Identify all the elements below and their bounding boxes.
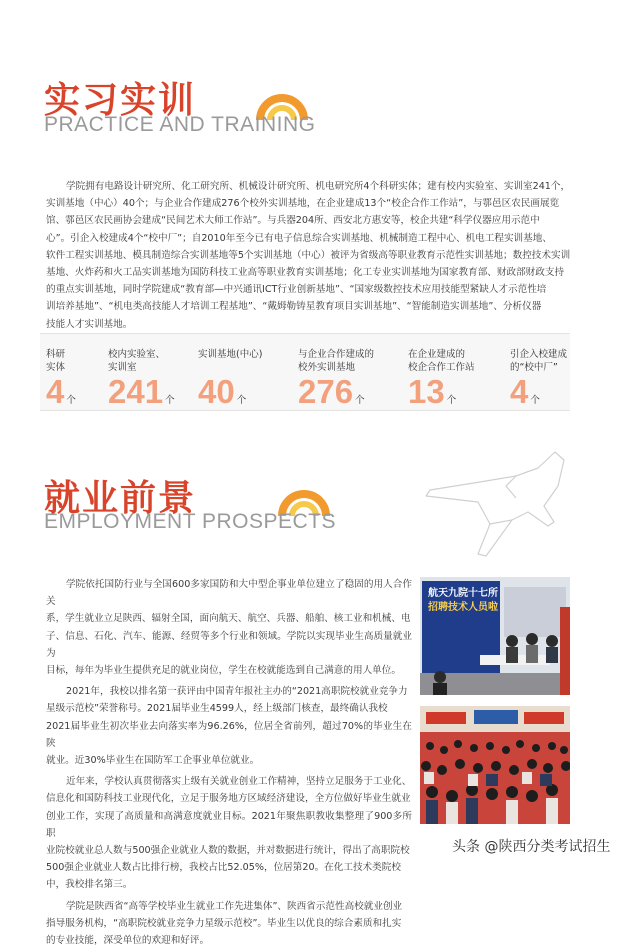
employment-paragraph: 2021年，我校以排名第一获评由中国青年报社主办的“2021高职院校就业竞争力 星级示范校”荣誉称号。2021届毕业生4599人，经上级部门核查，最终确认我校 2021届毕业生初次毕业去向落实率为96.26%，位居全省前列，超过70%的毕业生在陕 就业。近30%毕业生在国防军工企事业单位就业。 bbox=[46, 686, 412, 767]
employment-paragraph: 学院是陕西省“高等学校毕业生就业工作先进集体”、陕西省示范性高校就业创业 指导服务机构，“高职院校就业竞争力星级示范校”。毕业生以优良的综合素质和扎实 的专业技能，深受单位的欢迎和好评。 bbox=[46, 900, 403, 947]
practice-title-cn: 实习实训 bbox=[44, 80, 197, 121]
practice-line: 的重点实训基地，同时学院建成“教育部—中兴通讯ICT行业创新基地”、“国家级数控技术应用技能型紧缺人才示范性培 bbox=[46, 284, 547, 296]
employment-paragraph: 近年来，学校认真贯彻落实上级有关就业创业工作精神，坚持立足服务于工业化、 信息化和国防科技工业现代化，立足于服务地方区域经济建设，全方位做好毕业生就业 创业工作，实现了高质量和高满意度就业目标。2021年聚焦职教收集整理了900多所职 业院校就业总人数与500强企业就业人数的数据，并对数据进行统计，得出了高职院校 500强企业就业人数占比排行榜，我校占比52.05%，位居第20。在化工技术类院校 中，我校排名第三。 bbox=[46, 776, 412, 891]
banner-text: 航天九院十七所 招聘技术人员啦 bbox=[428, 588, 498, 613]
employment-body bbox=[46, 576, 412, 949]
fighter-jet-outline-icon bbox=[420, 446, 570, 564]
stat-labs: 校内实验室、 实训室 241 个 bbox=[108, 349, 175, 410]
practice-title-en: PRACTICE AND TRAINING bbox=[44, 113, 316, 136]
practice-line: 训培养基地”、“机电类高技能人才培训工程基地”、“戴姆勒铸星教育项目实训基地”、“智能制造实训基地”、分析仪器 bbox=[46, 301, 542, 313]
employment-title-cn: 就业前景 bbox=[44, 478, 197, 519]
stat-training-bases: 实训基地(中心) 40 个 bbox=[198, 349, 263, 410]
watermark-text: 头条 @陕西分类考试招生 bbox=[452, 839, 611, 855]
stats-band bbox=[40, 333, 570, 411]
practice-line: 软件工程实训基地、模具制造综合实训基地等5个实训基地（中心）被评为省级高等职业教育示范性实训基地；数控技术实训 bbox=[46, 249, 571, 261]
stat-workstations: 在企业建成的 校企合作工作站 13 个 bbox=[408, 349, 475, 410]
practice-line: 基地、火炸药和火工品实训基地为国防科技工业高等职业教育实训基地；化工专业实训基地为国家教育部、财政部财政支持 bbox=[46, 267, 565, 279]
practice-body bbox=[46, 178, 576, 333]
stat-external-bases: 与企业合作建成的 校外实训基地 276 个 bbox=[298, 349, 375, 410]
practice-line: 技能人才实训基地。 bbox=[46, 318, 133, 330]
employment-paragraph: 学院依托国防行业与全国600多家国防和大中型企事业单位建立了稳固的用人合作关 系，学生就业立足陕西、辐射全国，面向航天、航空、兵器、船舶、核工业和机械、电 子、信息、石化、汽车、能源、经贸等多个行业和领域。学院以实现毕业生高质量就业为 目标，每年为毕业生提供充足的就业岗位，学生在校就能选到自己满意的用人单位。 bbox=[46, 579, 412, 677]
practice-line: 心”。引企入校建成4个“校中厂”；自2010年至今已有电子信息综合实训基地、机械制造工程中心、机电工程实训基地、 bbox=[46, 232, 552, 244]
practice-line: 学院拥有电路设计研究所、化工研究所、机械设计研究所、机电研究所4个科研实体；建有校内实验室、实训室241个， bbox=[66, 181, 571, 192]
recruitment-booth-photo bbox=[420, 577, 570, 695]
practice-line: 馆、鄠邑区农民画协会建成“民间艺术大师工作站”。与兵器204所、西安北方惠安等，校企共建“科学仪器应用示范中 bbox=[46, 215, 540, 227]
job-fair-crowd-photo bbox=[420, 706, 570, 824]
stat-research-entities: 科研 实体 4 个 bbox=[46, 349, 76, 410]
practice-line: 实训基地（中心）40个；与企业合作建成276个校外实训基地，在企业建成13个“校企合作工作站”，与鄠邑区农民画展览 bbox=[46, 198, 560, 210]
stat-factories: 引企入校建成 的“校中厂” 4 个 bbox=[510, 349, 568, 410]
employment-title-en: EMPLOYMENT PROSPECTS bbox=[44, 510, 337, 533]
